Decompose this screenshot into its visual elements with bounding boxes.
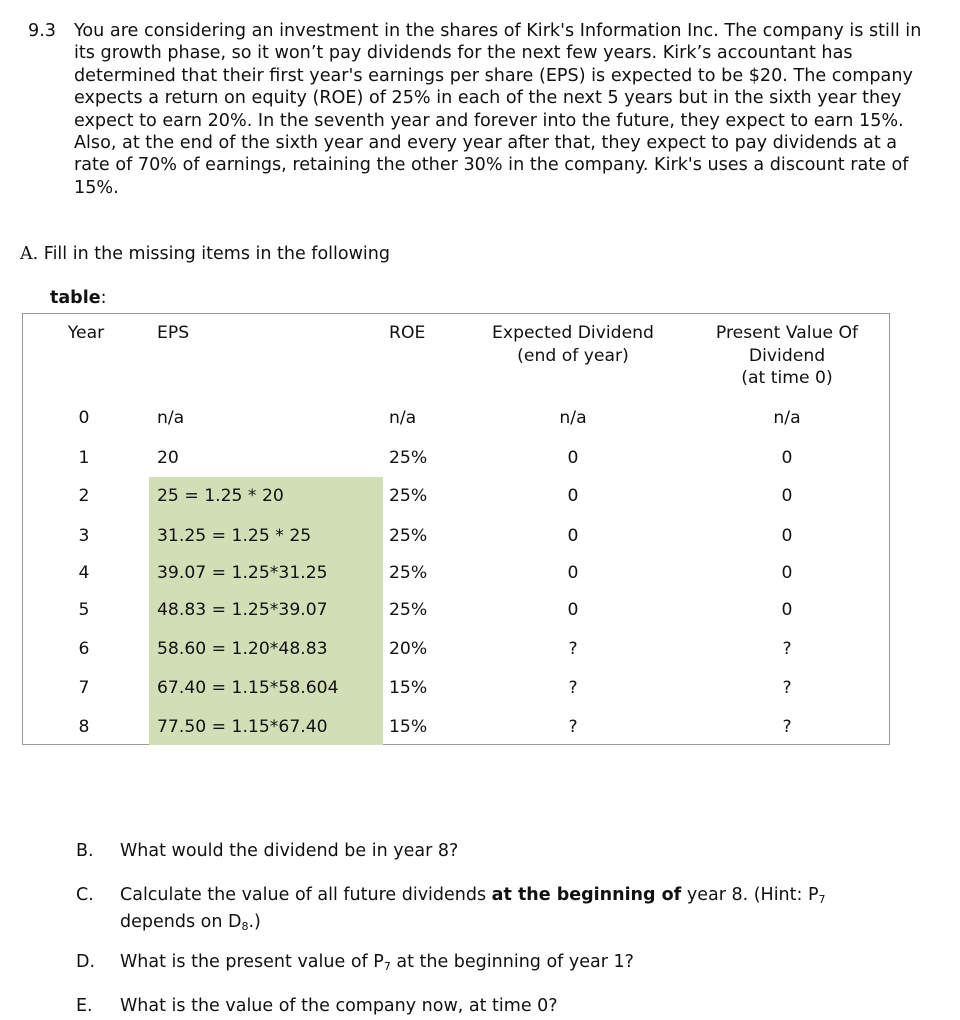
question-c-sub1: 7: [818, 893, 826, 906]
cell-year: 5: [78, 600, 90, 620]
question-b-letter: B.: [76, 841, 94, 861]
header-year: Year: [67, 323, 105, 343]
question-d-letter: D.: [76, 952, 96, 972]
cell-eps: 20: [157, 448, 179, 468]
problem-text: You are considering an investment in the shares of Kirk's Information Inc. The company is still in its growth phase, so it won’t pay dividends for the next few years. Kirk’s accountant has determined that their first year's earnings per share (EPS) is expected to be $20. The company expects a return on equity (ROE) of 25% in each of the next 5 years but in the sixth year they expect to earn 20%. In the seventh year and forever into the future, they expect to earn 15%. Also, at the end of the sixth year and every year after that, they expect to pay dividends at a rate of 70% of earnings, retaining the other 30% in the company. Kirk's uses a discount rate of 15%.: [74, 21, 922, 198]
cell-year: 4: [78, 563, 90, 583]
question-c-letter: C.: [76, 885, 94, 905]
cell-year: 1: [78, 448, 90, 468]
question-e-letter: E.: [76, 996, 93, 1016]
cell-roe: 25%: [389, 600, 428, 620]
cell-dividend: n/a: [559, 408, 587, 428]
question-c-post: year 8. (Hint: P: [681, 885, 819, 905]
header-pv-line3: (at time 0): [741, 368, 833, 388]
cell-eps: 31.25 = 1.25 * 25: [157, 526, 312, 546]
cell-eps: 67.40 = 1.15*58.604: [157, 678, 339, 698]
cell-dividend: 0: [567, 448, 579, 468]
header-roe: ROE: [389, 323, 426, 343]
question-c-line2-post: .): [248, 912, 261, 933]
header-eps: EPS: [157, 323, 190, 343]
question-d-pre: What is the present value of P: [120, 952, 384, 972]
question-d-post: at the beginning of year 1?: [390, 952, 634, 972]
cell-roe: 20%: [389, 639, 428, 659]
dividend-table: [22, 313, 890, 745]
cell-eps: 58.60 = 1.20*48.83: [157, 639, 328, 659]
cell-roe: 25%: [389, 563, 428, 583]
question-c-line2: depends on D: [120, 912, 242, 933]
cell-pv: n/a: [773, 408, 801, 428]
cell-year: 8: [78, 717, 90, 737]
question-d-sub: 7: [383, 960, 391, 973]
cell-eps: 48.83 = 1.25*39.07: [157, 600, 328, 620]
problem-number: 9.3: [28, 21, 56, 41]
header-dividend-line2: (end of year): [517, 345, 629, 366]
cell-year: 3: [78, 526, 90, 546]
table-label-word: table: [50, 288, 101, 308]
header-present-value: [687, 322, 887, 390]
cell-pv: 0: [781, 600, 793, 620]
cell-roe: 25%: [389, 448, 428, 468]
cell-roe: 15%: [389, 717, 428, 737]
header-pv-line2: Dividend: [748, 345, 826, 366]
question-d-text: [120, 951, 900, 978]
question-c-bold: at the beginning of: [491, 885, 682, 905]
header-pv-line1: Present Value Of: [715, 323, 859, 343]
question-c-text: [120, 884, 900, 939]
cell-year: 0: [78, 408, 90, 428]
cell-pv: 0: [781, 448, 793, 468]
cell-dividend: ?: [568, 678, 578, 698]
cell-roe: 15%: [389, 678, 428, 698]
cell-pv: 0: [781, 526, 793, 546]
part-a-text: Fill in the missing items in the following: [43, 244, 390, 264]
cell-eps: 77.50 = 1.15*67.40: [157, 717, 328, 737]
header-dividend: [473, 322, 673, 367]
question-c-pre: Calculate the value of all future dividends: [120, 885, 492, 905]
header-dividend-line1: Expected Dividend: [492, 323, 654, 343]
part-a-instruction: [20, 244, 390, 264]
table-label-colon: :: [100, 288, 107, 308]
cell-eps: 39.07 = 1.25*31.25: [157, 563, 328, 583]
question-c-sub2: 8: [241, 920, 249, 934]
cell-pv: 0: [781, 563, 793, 583]
cell-pv: ?: [782, 678, 792, 698]
cell-pv: 0: [781, 486, 793, 506]
cell-pv: ?: [782, 639, 792, 659]
question-e-text: What is the value of the company now, at time 0?: [120, 996, 558, 1016]
cell-dividend: 0: [567, 526, 579, 546]
cell-dividend: 0: [567, 486, 579, 506]
cell-roe: 25%: [389, 526, 428, 546]
cell-eps: n/a: [157, 408, 185, 428]
cell-dividend: ?: [568, 639, 578, 659]
cell-dividend: 0: [567, 600, 579, 620]
problem-statement: [28, 20, 928, 199]
table-label: [50, 288, 106, 308]
question-b-text: What would the dividend be in year 8?: [120, 841, 459, 861]
cell-year: 2: [78, 486, 90, 506]
cell-dividend: ?: [568, 717, 578, 737]
cell-eps: 25 = 1.25 * 20: [157, 486, 284, 506]
cell-dividend: 0: [567, 563, 579, 583]
cell-roe: n/a: [389, 408, 417, 428]
cell-year: 7: [78, 678, 90, 698]
part-a-letter: A.: [20, 244, 39, 264]
cell-year: 6: [78, 639, 90, 659]
cell-pv: ?: [782, 717, 792, 737]
cell-roe: 25%: [389, 486, 428, 506]
